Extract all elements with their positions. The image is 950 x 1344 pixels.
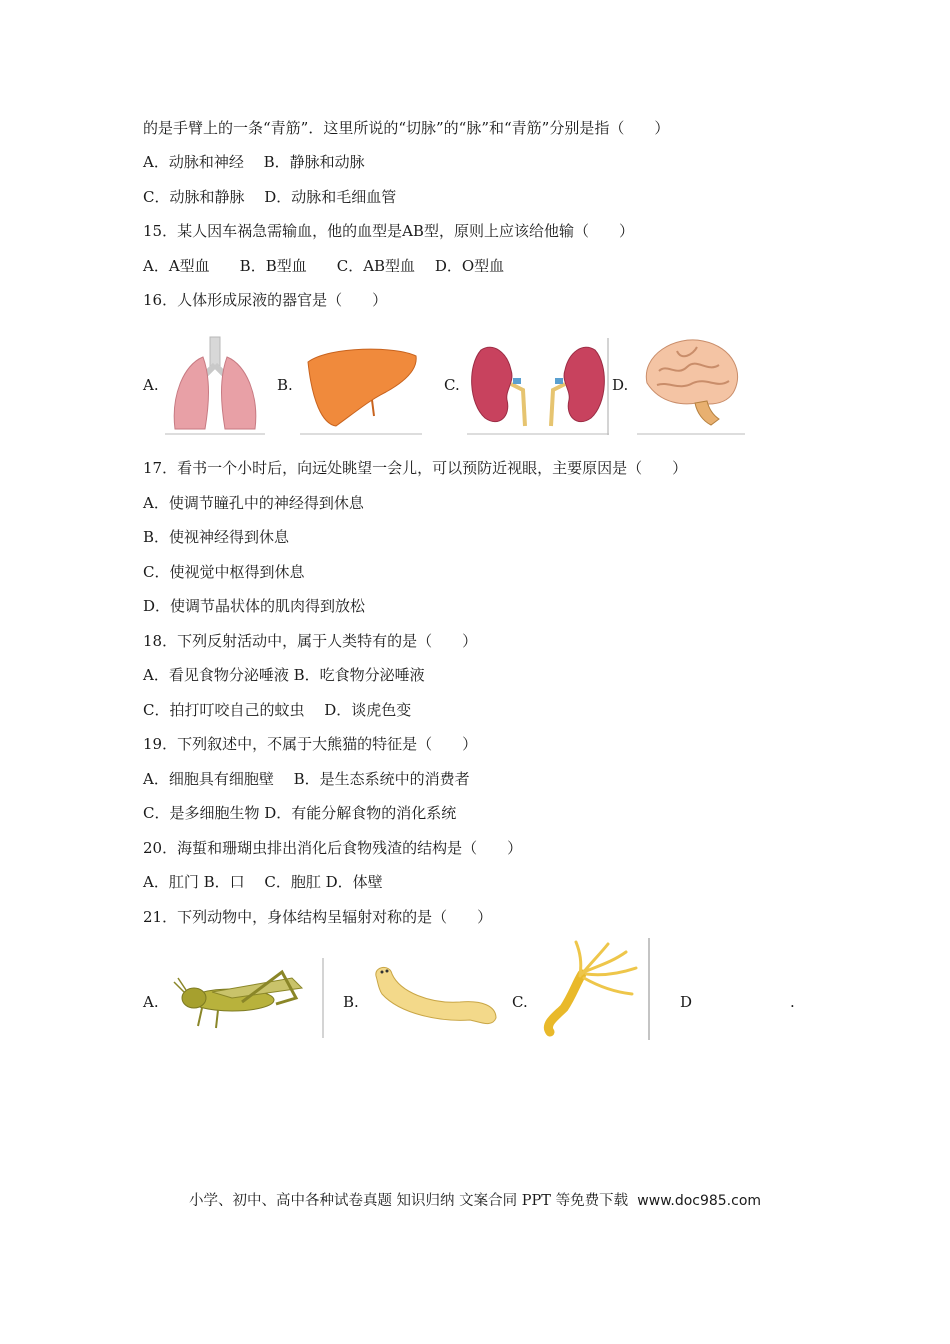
q16-label-c: C. (444, 376, 460, 394)
lungs-image (165, 335, 265, 435)
q17-option-b: B．使视神经得到休息 (143, 528, 290, 546)
q18-options-ab: A．看见食物分泌唾液 B．吃食物分泌唾液 (143, 666, 425, 684)
kidneys-image (467, 338, 609, 435)
brain-image (637, 333, 745, 435)
q17-stem: 17．看书一个小时后，向远处眺望一会儿，可以预防近视眼，主要原因是（ ） (143, 459, 688, 477)
q16-label-d: D. (612, 376, 629, 394)
q21-label-d: D (680, 993, 693, 1011)
q19-stem: 19．下列叙述中，不属于大熊猫的特征是（ ） (143, 735, 478, 753)
q19-options-cd: C．是多细胞生物 D．有能分解食物的消化系统 (143, 804, 457, 822)
q14-options-ab: A．动脉和神经 B．静脉和动脉 (143, 153, 365, 171)
q15-options: A．A型血 B．B型血 C．AB型血 D．O型血 (143, 257, 505, 275)
q21-label-c: C. (512, 993, 528, 1011)
q20-options: A．肛门 B．口 C．胞肛 D．体壁 (143, 873, 383, 891)
q15-stem: 15．某人因车祸急需输血，他的血型是AB型，原则上应该给他输（ ） (143, 222, 634, 240)
q21-trailing-period: . (790, 993, 795, 1011)
q17-option-a: A．使调节瞳孔中的神经得到休息 (143, 494, 364, 512)
q21-label-b: B. (343, 993, 359, 1011)
q16-stem: 16．人体形成尿液的器官是（ ） (143, 291, 388, 309)
q21-stem: 21．下列动物中，身体结构呈辐射对称的是（ ） (143, 908, 493, 926)
q18-stem: 18．下列反射活动中，属于人类特有的是（ ） (143, 632, 478, 650)
footer-text: 小学、初中、高中各种试卷真题 知识归纳 文案合同 PPT 等免费下载 (188, 1193, 638, 1209)
q17-option-c: C．使视觉中枢得到休息 (143, 563, 305, 581)
q16-label-b: B. (277, 376, 293, 394)
q19-options-ab: A．细胞具有细胞壁 B．是生态系统中的消费者 (143, 770, 470, 788)
q14-continuation: 的是手臂上的一条“青筋”．这里所说的“切脉”的“脉”和“青筋”分别是指（ ） (143, 119, 670, 137)
planarian-image (370, 962, 502, 1036)
grasshopper-image (172, 958, 324, 1038)
q20-stem: 20．海蜇和珊瑚虫排出消化后食物残渣的结构是（ ） (143, 839, 523, 857)
q17-option-d: D．使调节晶状体的肌肉得到放松 (143, 597, 366, 615)
liver-image (300, 340, 422, 435)
page-footer (0, 1191, 950, 1211)
footer-url[interactable]: www.doc985.com (637, 1193, 762, 1209)
q16-label-a: A. (143, 376, 159, 394)
q18-options-cd: C．拍打叮咬自己的蚊虫 D．谈虎色变 (143, 701, 412, 719)
hydra-image (536, 938, 652, 1040)
q14-options-cd: C．动脉和静脉 D．动脉和毛细血管 (143, 188, 397, 206)
q21-label-a: A. (143, 993, 159, 1011)
